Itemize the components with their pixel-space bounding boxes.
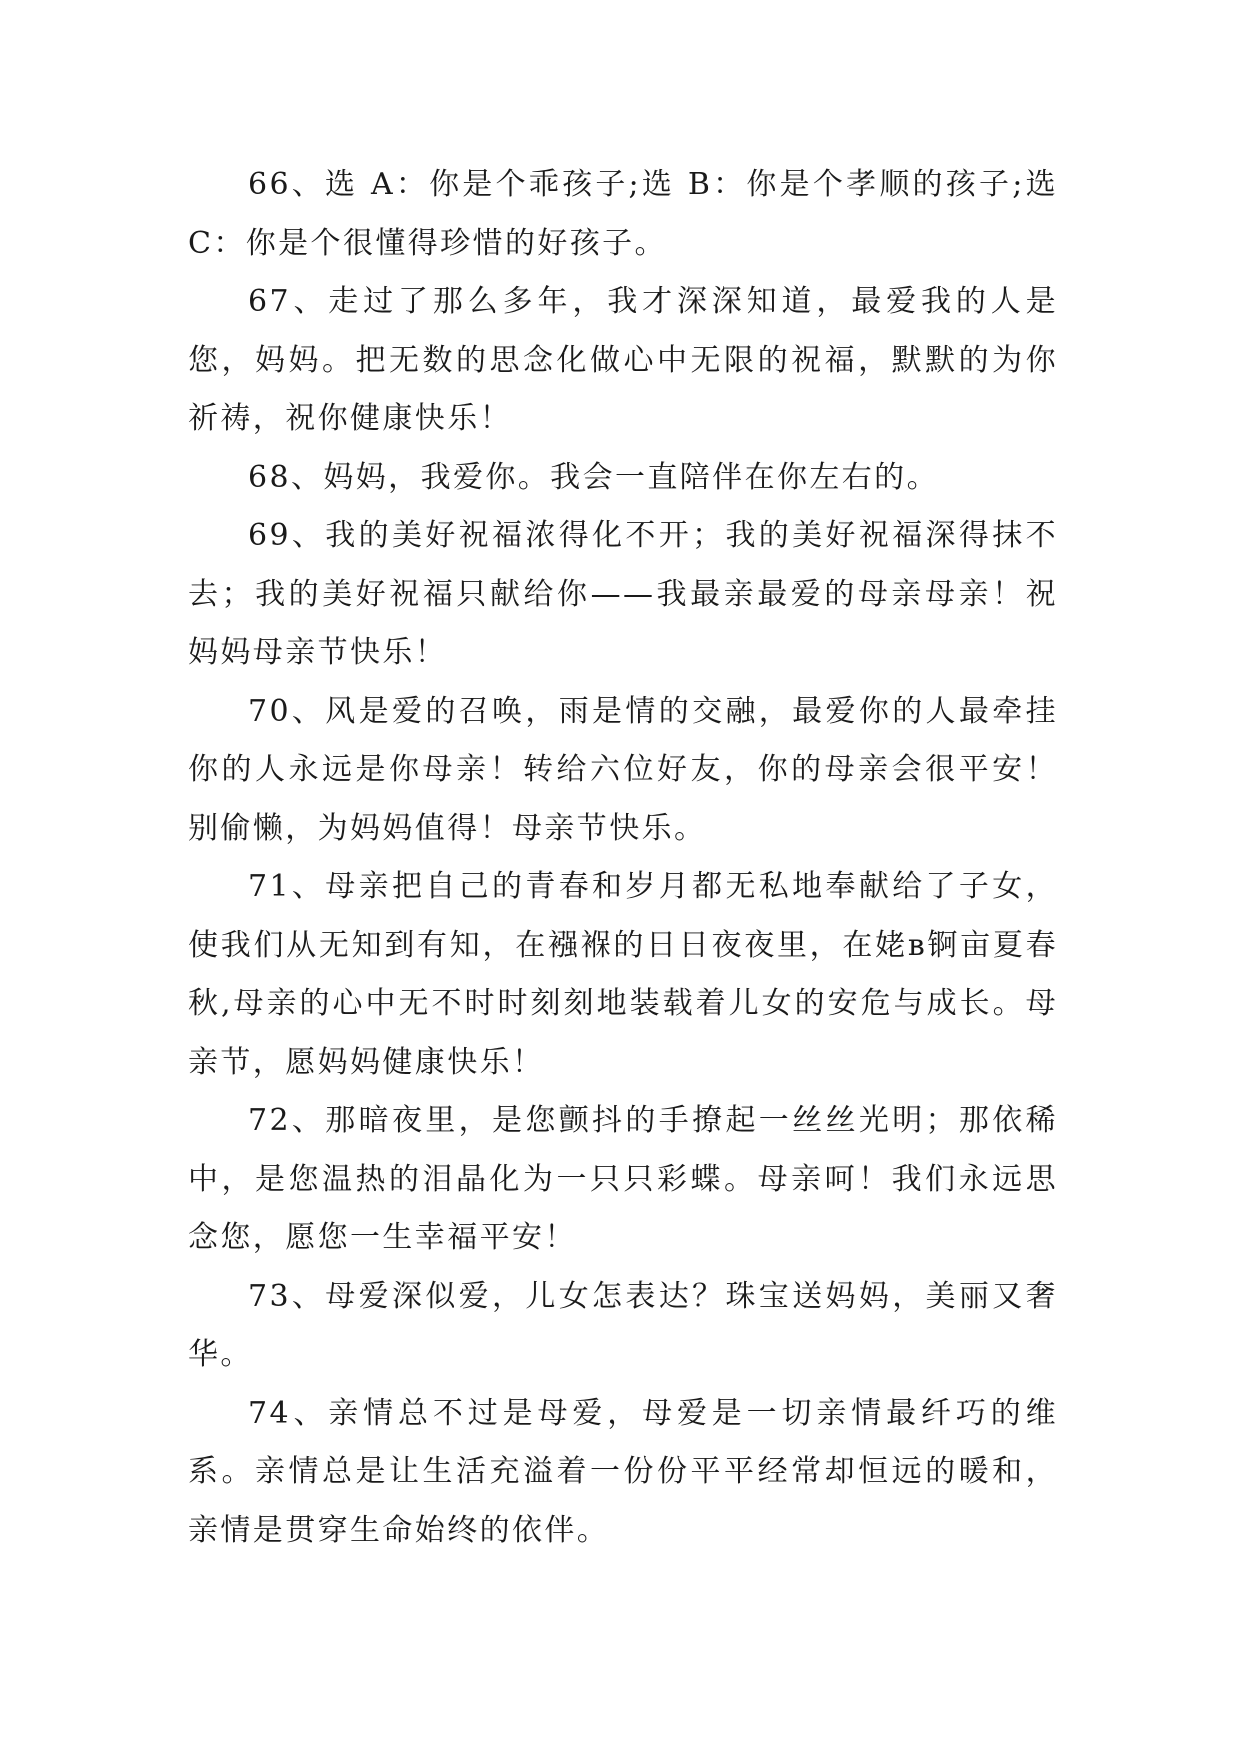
paragraph-72: 72、那暗夜里，是您颤抖的手撩起一丝丝光明；那依稀中，是您温热的泪晶化为一只只彩蝶。母亲呵！我们永远思念您，愿您一生幸福平安！	[188, 1103, 1058, 1255]
document-page	[188, 156, 1058, 1560]
paragraph-70: 70、风是爱的召唤，雨是情的交融，最爱你的人最牵挂你的人永远是你母亲！转给六位好友，你的母亲会很平安！别偷懒，为妈妈值得！母亲节快乐。	[188, 693, 1058, 846]
paragraph-74: 74、亲情总不过是母爱，母爱是一切亲情最纤巧的维系。亲情总是让生活充溢着一份份平平经常却恒远的暖和，亲情是贯穿生命始终的依伴。	[188, 1395, 1058, 1548]
paragraph-69: 69、我的美好祝福浓得化不开；我的美好祝福深得抹不去；我的美好祝福只献给你——我最亲最爱的母亲母亲！祝妈妈母亲节快乐！	[188, 518, 1058, 670]
paragraph-66: 66、选 A：你是个乖孩子;选 B：你是个孝顺的孩子;选C：你是个很懂得珍惜的好孩子。	[188, 167, 1058, 261]
paragraph-71: 71、母亲把自己的青春和岁月都无私地奉献给了子女，使我们从无知到有知，在襁褓的日日夜夜里，在姥ʙ锕亩夏春秋,母亲的心中无不时时刻刻地装载着儿女的安危与成长。母亲节，愿妈妈健康快乐！	[188, 869, 1058, 1080]
paragraph-73: 73、母爱深似爱，儿女怎表达？珠宝送妈妈，美丽又奢华。	[188, 1278, 1058, 1372]
paragraph-68: 68、妈妈，我爱你。我会一直陪伴在你左右的。	[248, 459, 939, 495]
paragraph-67: 67、走过了那么多年，我才深深知道，最爱我的人是您，妈妈。把无数的思念化做心中无限的祝福，默默的为你祈祷，祝你健康快乐！	[188, 284, 1058, 436]
